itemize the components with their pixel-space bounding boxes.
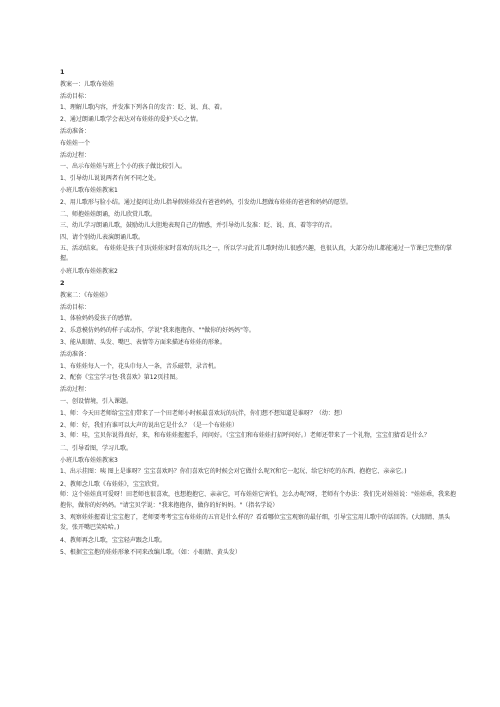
- text-line: 活动目标：: [60, 303, 91, 311]
- text-line: 活动准备：: [60, 350, 91, 358]
- text-line: 1、出示挂图：咦 图上是谁呀？宝宝喜欢吗？你们喜欢它的时候会对它做什么呢?(和它一起玩、给它好吃的东西、抱抱它、亲亲它。): [60, 467, 407, 475]
- section-number: 1: [60, 68, 65, 76]
- text-line: 师：这个娃娃真可爱呀！田老师也很喜欢，也想抱抱它、亲亲它，可布娃娃它害怕，怎么办呢?呀，老师有个办法：我们先对娃娃说："娃娃乖，我来抱抱你，做你的好妈妈。"请宝贝学说："我来抱抱你，做你的好妈妈。"（指名学说）: [60, 491, 456, 509]
- text-line: 1、师：今天田老师给宝宝们带来了一个田老师小时候最喜欢玩的玩伴，你们想不想知道是谁呀？（幼：想）: [60, 409, 346, 417]
- document-body: [60, 67, 460, 558]
- text-line: 活动过程：: [60, 386, 91, 394]
- text-line: 2、配套《宝宝学习包·我喜欢》第12页挂图。: [60, 374, 182, 382]
- text-line: 3、能从眼睛、头发、嘴巴、表情等方面来描述布娃娃的形象。: [60, 338, 226, 346]
- text-line: 2、用儿歌形与脸小结。通过提问让幼儿指导假娃娃没有爸爸妈妈，引发幼儿想做布娃娃的爸爸和妈妈的愿望。: [60, 198, 352, 206]
- section-number: 2: [60, 278, 65, 287]
- text-line: 活动目标：: [60, 92, 91, 100]
- text-line: 一、创设情境，引入课题。: [60, 397, 133, 405]
- text-line: 1、理解儿歌内容，并发准下列各自的发音：眨、说、真、着。: [60, 104, 226, 112]
- text-line: 2、教师念儿歌《布娃娃》，宝宝欣赏。: [60, 480, 163, 488]
- text-line: 教案二：《布娃娃》: [60, 291, 112, 299]
- text-line: 活动准备：: [60, 127, 91, 135]
- text-line: 四、请个别幼儿表演朗诵儿歌。: [60, 234, 145, 242]
- text-line: 小班儿歌布娃娃教案1: [60, 186, 118, 194]
- text-line: 2、乐意模仿妈妈的样子或动作，学说"我来抱抱你、""做你的好妈妈"等。: [60, 327, 255, 335]
- text-line: 1、引导幼儿说说两者有何不同之处。: [60, 175, 160, 183]
- text-line: 4、教师再念儿歌，宝宝轻声跟念儿歌。: [60, 536, 166, 544]
- text-line: 布娃娃一个: [60, 139, 91, 147]
- text-line: 五、活动结束。 布娃娃是孩子们玩娃娃家时喜欢的玩具之一，所以学习此首儿歌时幼儿很感兴趣，也很认真，大部分幼儿都能通过一节课已完整的掌握。: [60, 244, 452, 263]
- text-line: 1、体验妈妈爱孩子的感情。: [60, 315, 136, 323]
- text-line: 5、根据宝宝抱的娃娃形象不同来改编儿歌。（如：小眼睛、黄头发）: [60, 548, 241, 556]
- text-line: 2、通过朗诵儿歌学会表达对布娃娃的爱护关心之情。: [60, 116, 202, 124]
- text-line: 一、出示布娃娃与班上个小的孩子做比较引入。: [60, 163, 187, 171]
- text-line: 3、观察娃娃握着让宝宝抱了，老师要考考宝宝布娃娃的五官是什么样的？看看哪位宝宝观察的最仔细，引导宝宝用儿歌中的话回答。(大眼睛、黑头发，张开嘴巴笑哈哈。): [60, 513, 451, 531]
- text-line: 二、师抱娃娃朗诵，幼儿欣赏儿歌。: [60, 210, 157, 218]
- text-line: 小班儿歌布娃娃教案3: [60, 456, 118, 464]
- text-line: 小班儿歌布娃娃教案2: [60, 268, 118, 276]
- text-line: 教案一：儿歌布娃娃: [60, 80, 115, 88]
- text-line: 二、引导看图，学习儿歌。: [60, 445, 133, 453]
- text-line: 三、幼儿学习朗诵儿歌，鼓励幼儿大胆地表现自己的情感，并引导幼儿发准：眨、说、真、着等字的音。: [60, 222, 337, 230]
- text-line: 活动过程：: [60, 151, 91, 159]
- text-line: 1、布娃娃每人一个，花头巾每人一条，音乐磁带，录音机。: [60, 362, 220, 370]
- text-line: 2、师：好，我们有谁可以大声的说出它是什么？（是一个布娃娃）: [60, 421, 238, 429]
- text-line: 3、师：哇，宝贝你说得真好，来，和布娃娃握握手，问问好。（宝宝们和布娃娃打招呼问好。）老师还带来了一个礼物，宝宝们猜看是什么？: [60, 432, 430, 440]
